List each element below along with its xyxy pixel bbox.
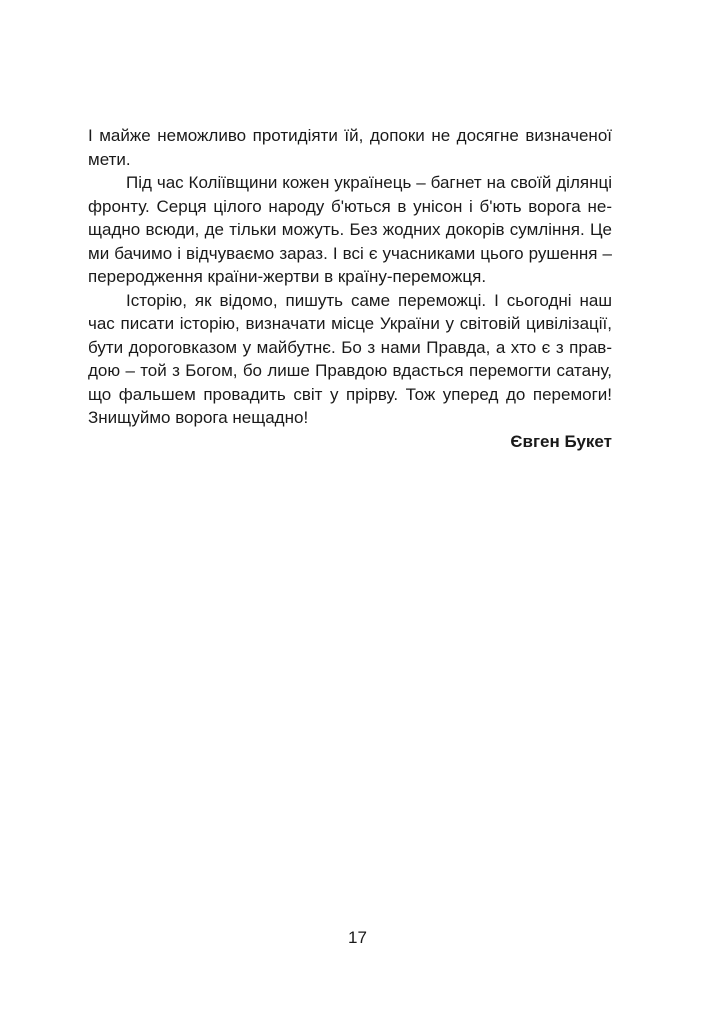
text-line: бути дороговказом у майбутнє. Бо з нами Правда, а хто є з прав- <box>88 337 612 357</box>
text-line: Під час Коліївщини кожен українець – багнет на своїй ділянці <box>126 173 612 192</box>
text-line: Знищуймо ворога нещадно! <box>88 408 309 427</box>
text-line: щадно всюди, де тільки можуть. Без жодних докорів сумління. Це <box>88 220 612 239</box>
text-line: ми бачимо і відчуваємо зараз. І всі є учасниками цього рушення – <box>88 243 612 263</box>
text-line: переродження країни-жертви в країну-переможця. <box>88 267 487 286</box>
page-number: 17 <box>348 928 367 947</box>
body-text <box>88 124 612 430</box>
text-line: І майже неможливо протидіяти їй, допоки не досягне визначеної <box>88 126 612 145</box>
text-line: мети. <box>88 149 131 169</box>
text-line: Історію, як відомо, пишуть саме переможці. І сьогодні наш <box>126 290 612 310</box>
text-line: що фальшем провадить світ у прірву. Тож уперед до перемоги! <box>88 384 612 404</box>
text-line: фронту. Серця цілого народу б'ються в унісон і б'ють ворога не- <box>88 196 612 216</box>
author-signature: Євген Букет <box>510 432 612 451</box>
text-line: дою – той з Богом, бо лише Правдою вдасться перемогти сатану, <box>88 361 612 380</box>
text-line: час писати історію, визначати місце України у світовій цивілізації, <box>88 314 612 333</box>
